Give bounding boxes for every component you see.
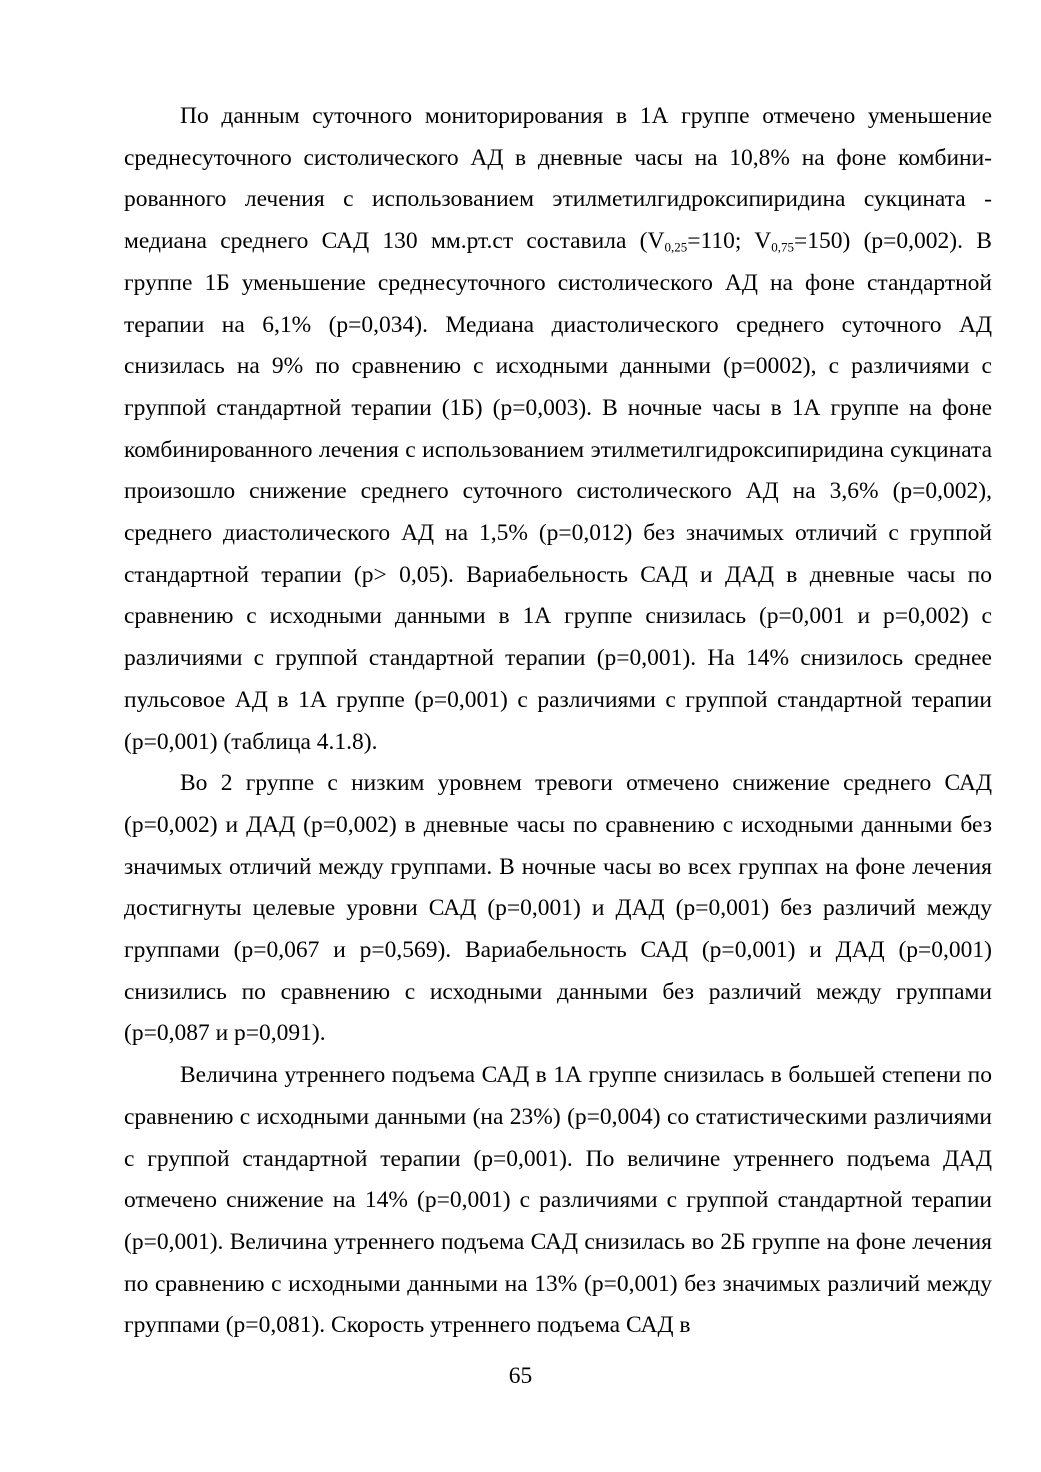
paragraph-text: =150) (p=0,002). В группе 1Б уменьшение среднесуточного систолического АД на фоне стандартной терапии на 6,1% (p=0,034). Медиана диастолического среднего суточного АД снизилась на 9% по сравнению с исходными данными (p=0002), с различиями с группой стандартной терапии (1Б) (p=0,003). В ночные часы в 1А группе на фоне комбинированного лечения с использованием этилметилгидроксипиридина сукцината произошло снижение среднего суточного систолического АД на 3,6% (p=0,002), среднего диастолического АД на 1,5% (p=0,012) без значимых отличий с группой стандартной терапии (p> 0,05). Вариабельность САД и ДАД в дневные часы по сравнению с исходными данными в 1А группе снизилась (p=0,001 и p=0,002) с различиями с группой стандартной терапии (p=0,001). На 14% снизилось среднее пульсовое АД в 1А группе (p=0,001) с различиями с группой стандартной терапии (p=0,001) (таблица 4.1.8). bbox=[124, 228, 992, 755]
paragraph bbox=[124, 96, 992, 763]
paragraph bbox=[124, 1055, 992, 1347]
paragraph-text: =110; V bbox=[687, 228, 772, 255]
subscript-text: 0,25 bbox=[664, 239, 688, 255]
paragraph bbox=[124, 763, 992, 1055]
page-number: 65 bbox=[508, 1363, 533, 1389]
paragraph-text: По данным суточного мониторирования в 1А группе отмечено уменьшение среднесуточного систолического АД в дневные часы на 10,8% на фоне комбинированного лечения с использованием этилметилгидроксипиридина сукцината - медиана среднего САД 130 мм.рт.ст составила (V bbox=[124, 103, 992, 255]
document-page bbox=[124, 96, 992, 1347]
subscript-text: 0,75 bbox=[771, 239, 794, 255]
paragraph-text: Во 2 группе с низким уровнем тревоги отмечено снижение среднего САД (p=0,002) и ДАД (p=0,002) в дневные часы по сравнению с исходными данными без значимых отличий между группами. В ночные часы во всех группах на фоне лечения достигнуты целевые уровни САД (p=0,001) и ДАД (p=0,001) без различий между группами (p=0,067 и p=0,569). Вариабельность САД (p=0,001) и ДАД (p=0,001) снизились по сравнению с исходными данными без различий между группами (p=0,087 и p=0,091). bbox=[124, 770, 992, 1047]
paragraph-text: Величина утреннего подъема САД в 1А группе снизилась в большей степени по сравнению с исходными данными (на 23%) (p=0,004) со статистическими различиями с группой стандартной терапии (p=0,001). По величине утреннего подъема ДАД отмечено снижение на 14% (p=0,001) с различиями с группой стандартной терапии (p=0,001). Величина утреннего подъема САД снизилась во 2Б группе на фоне лечения по сравнению с исходными данными на 13% (p=0,001) без значимых различий между группами (p=0,081). Скорость утреннего подъема САД в bbox=[124, 1062, 992, 1339]
